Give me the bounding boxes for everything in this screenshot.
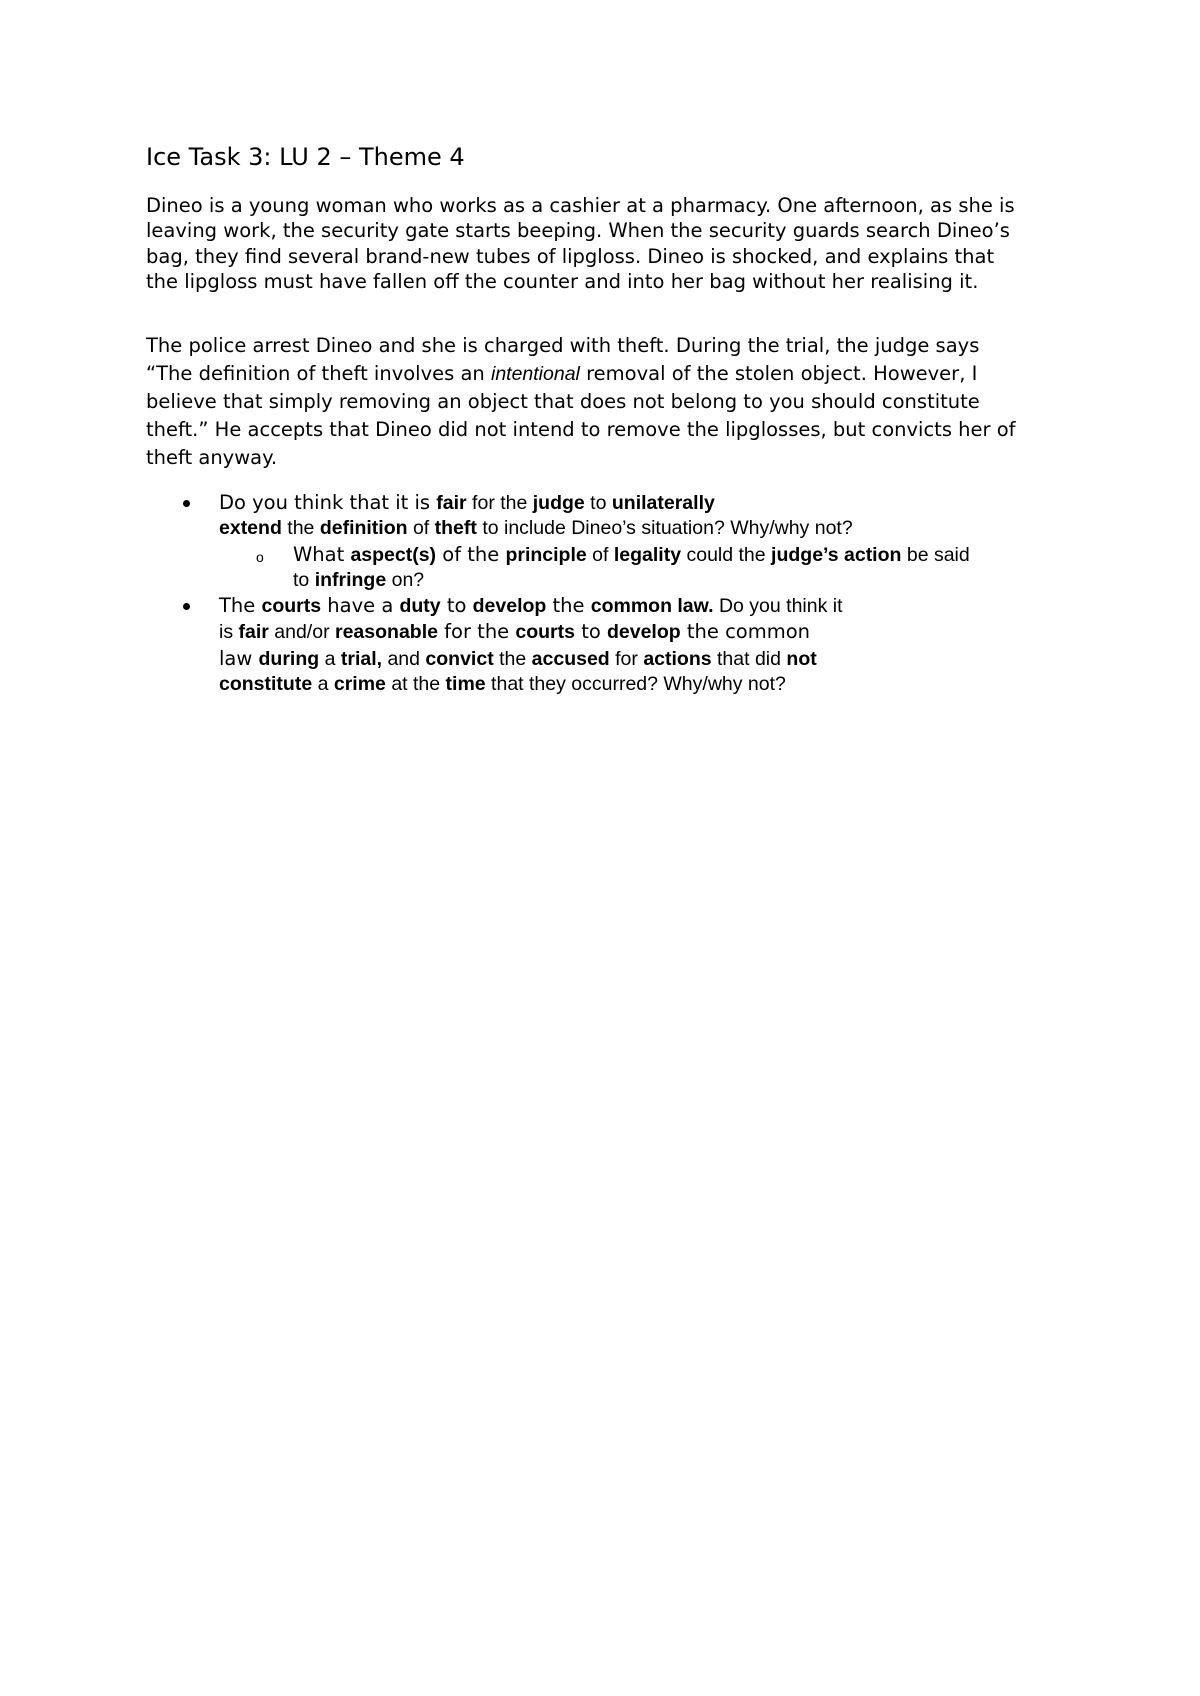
text-run: to bbox=[584, 492, 612, 514]
paragraph-line: theft anyway. bbox=[146, 446, 278, 469]
bold-term: accused bbox=[531, 647, 610, 670]
bold-term: principle bbox=[505, 543, 587, 566]
bold-term: during bbox=[258, 647, 320, 670]
bold-term: reasonable bbox=[335, 621, 438, 644]
text-run: on? bbox=[386, 568, 425, 591]
text-run: a bbox=[319, 647, 341, 670]
text-run: the bbox=[546, 594, 591, 618]
text-run: the common bbox=[680, 620, 811, 644]
text-run: could the bbox=[681, 543, 772, 566]
text-run: What bbox=[293, 542, 351, 566]
bold-term: unilaterally bbox=[611, 492, 715, 514]
text-run: the bbox=[281, 517, 320, 540]
circle-bullet-icon: o bbox=[256, 548, 264, 565]
bold-term: courts bbox=[515, 621, 575, 644]
text-run: that they occurred? Why/why not? bbox=[485, 673, 786, 696]
bold-term: not bbox=[786, 647, 817, 670]
bold-term: judge bbox=[532, 492, 585, 514]
text-run: to bbox=[293, 568, 315, 591]
bold-term: actions bbox=[643, 647, 712, 670]
bold-term: crime bbox=[333, 673, 386, 696]
text-run: for the bbox=[437, 620, 516, 644]
text-run: for bbox=[609, 647, 644, 670]
bold-term: duty bbox=[399, 595, 441, 618]
text-run: to include Dineo’s situation? Why/why not? bbox=[476, 517, 853, 540]
bold-term: fair bbox=[238, 621, 269, 644]
scenario-paragraph bbox=[146, 193, 1015, 294]
list-item-line bbox=[219, 593, 1046, 619]
text-run: the bbox=[493, 647, 532, 670]
list-item-line bbox=[219, 516, 1046, 541]
list-item bbox=[146, 490, 1046, 593]
text-run: to bbox=[440, 594, 473, 618]
bold-term: constitute bbox=[219, 673, 313, 696]
list-item-line bbox=[219, 672, 1046, 697]
bold-term: trial, bbox=[340, 647, 383, 670]
paragraph-line: The police arrest Dineo and she is charged with theft. During the trial, the judge says bbox=[146, 334, 980, 357]
text-run: at the bbox=[385, 673, 446, 696]
paragraph-line: believe that simply removing an object that does not belong to you should constitute bbox=[146, 390, 980, 413]
bold-term: aspect(s) bbox=[350, 543, 437, 566]
bold-term: courts bbox=[261, 595, 322, 618]
paragraph-line: Dineo is a young woman who works as a cashier at a pharmacy. One afternoon, as she is bbox=[146, 194, 1015, 217]
paragraph-line: bag, they find several brand-new tubes of lipgloss. Dineo is shocked, and explains that bbox=[146, 244, 995, 268]
text-run: removal of the stolen object. However, I bbox=[579, 362, 978, 385]
text-run: a bbox=[312, 673, 334, 696]
list-item bbox=[146, 593, 1046, 697]
text-run: of the bbox=[436, 542, 506, 566]
paragraph-line: leaving work, the security gate starts beeping. When the security guards search Dineo’s bbox=[146, 219, 1010, 243]
text-run: of bbox=[586, 543, 614, 566]
text-run: of bbox=[407, 517, 435, 540]
bold-term: common law. bbox=[590, 595, 714, 618]
bold-term: judge’s action bbox=[771, 543, 902, 566]
list-item-line bbox=[293, 568, 1046, 593]
bold-term: fair bbox=[436, 492, 467, 514]
list-item-line bbox=[293, 542, 1046, 568]
text-run: to bbox=[575, 620, 607, 644]
bold-term: definition bbox=[319, 517, 408, 540]
text-run: The bbox=[219, 594, 262, 618]
bold-term: develop bbox=[606, 621, 681, 644]
text-run: and bbox=[382, 647, 426, 670]
bold-term: time bbox=[445, 673, 486, 696]
text-run: law bbox=[219, 646, 259, 670]
bold-term: infringe bbox=[314, 568, 387, 591]
paragraph-line: the lipgloss must have fallen off the counter and into her bag without her realising it. bbox=[146, 269, 979, 293]
bold-term: legality bbox=[613, 543, 682, 566]
document-title: Ice Task 3: LU 2 – Theme 4 bbox=[146, 143, 465, 171]
bold-term: extend bbox=[219, 517, 282, 540]
sub-list-item bbox=[219, 542, 1046, 594]
text-run: have a bbox=[321, 594, 400, 618]
list-item-line bbox=[219, 646, 1046, 672]
text-run: “The definition of theft involves an bbox=[146, 362, 491, 385]
bold-term: convict bbox=[425, 647, 494, 670]
text-run: Do you think that it is bbox=[219, 491, 437, 514]
bold-term: develop bbox=[472, 595, 547, 618]
text-run: be said bbox=[901, 543, 970, 566]
question-list bbox=[146, 490, 1046, 697]
trial-paragraph bbox=[146, 332, 1016, 472]
bullet-icon bbox=[183, 500, 190, 507]
bold-term: theft bbox=[434, 517, 477, 540]
text-run: Do you think it bbox=[713, 595, 843, 618]
bullet-icon bbox=[183, 603, 190, 610]
paragraph-line bbox=[146, 360, 1016, 388]
emphasis-text: intentional bbox=[490, 363, 580, 385]
text-run: and/or bbox=[268, 621, 335, 644]
text-run: is bbox=[219, 621, 239, 644]
list-item-line bbox=[219, 619, 1046, 645]
text-run: that did bbox=[711, 647, 787, 670]
list-item-line bbox=[219, 490, 1046, 516]
text-run: for the bbox=[466, 492, 533, 514]
paragraph-line: theft.” He accepts that Dineo did not intend to remove the lipglosses, but convicts her of bbox=[146, 418, 1016, 441]
